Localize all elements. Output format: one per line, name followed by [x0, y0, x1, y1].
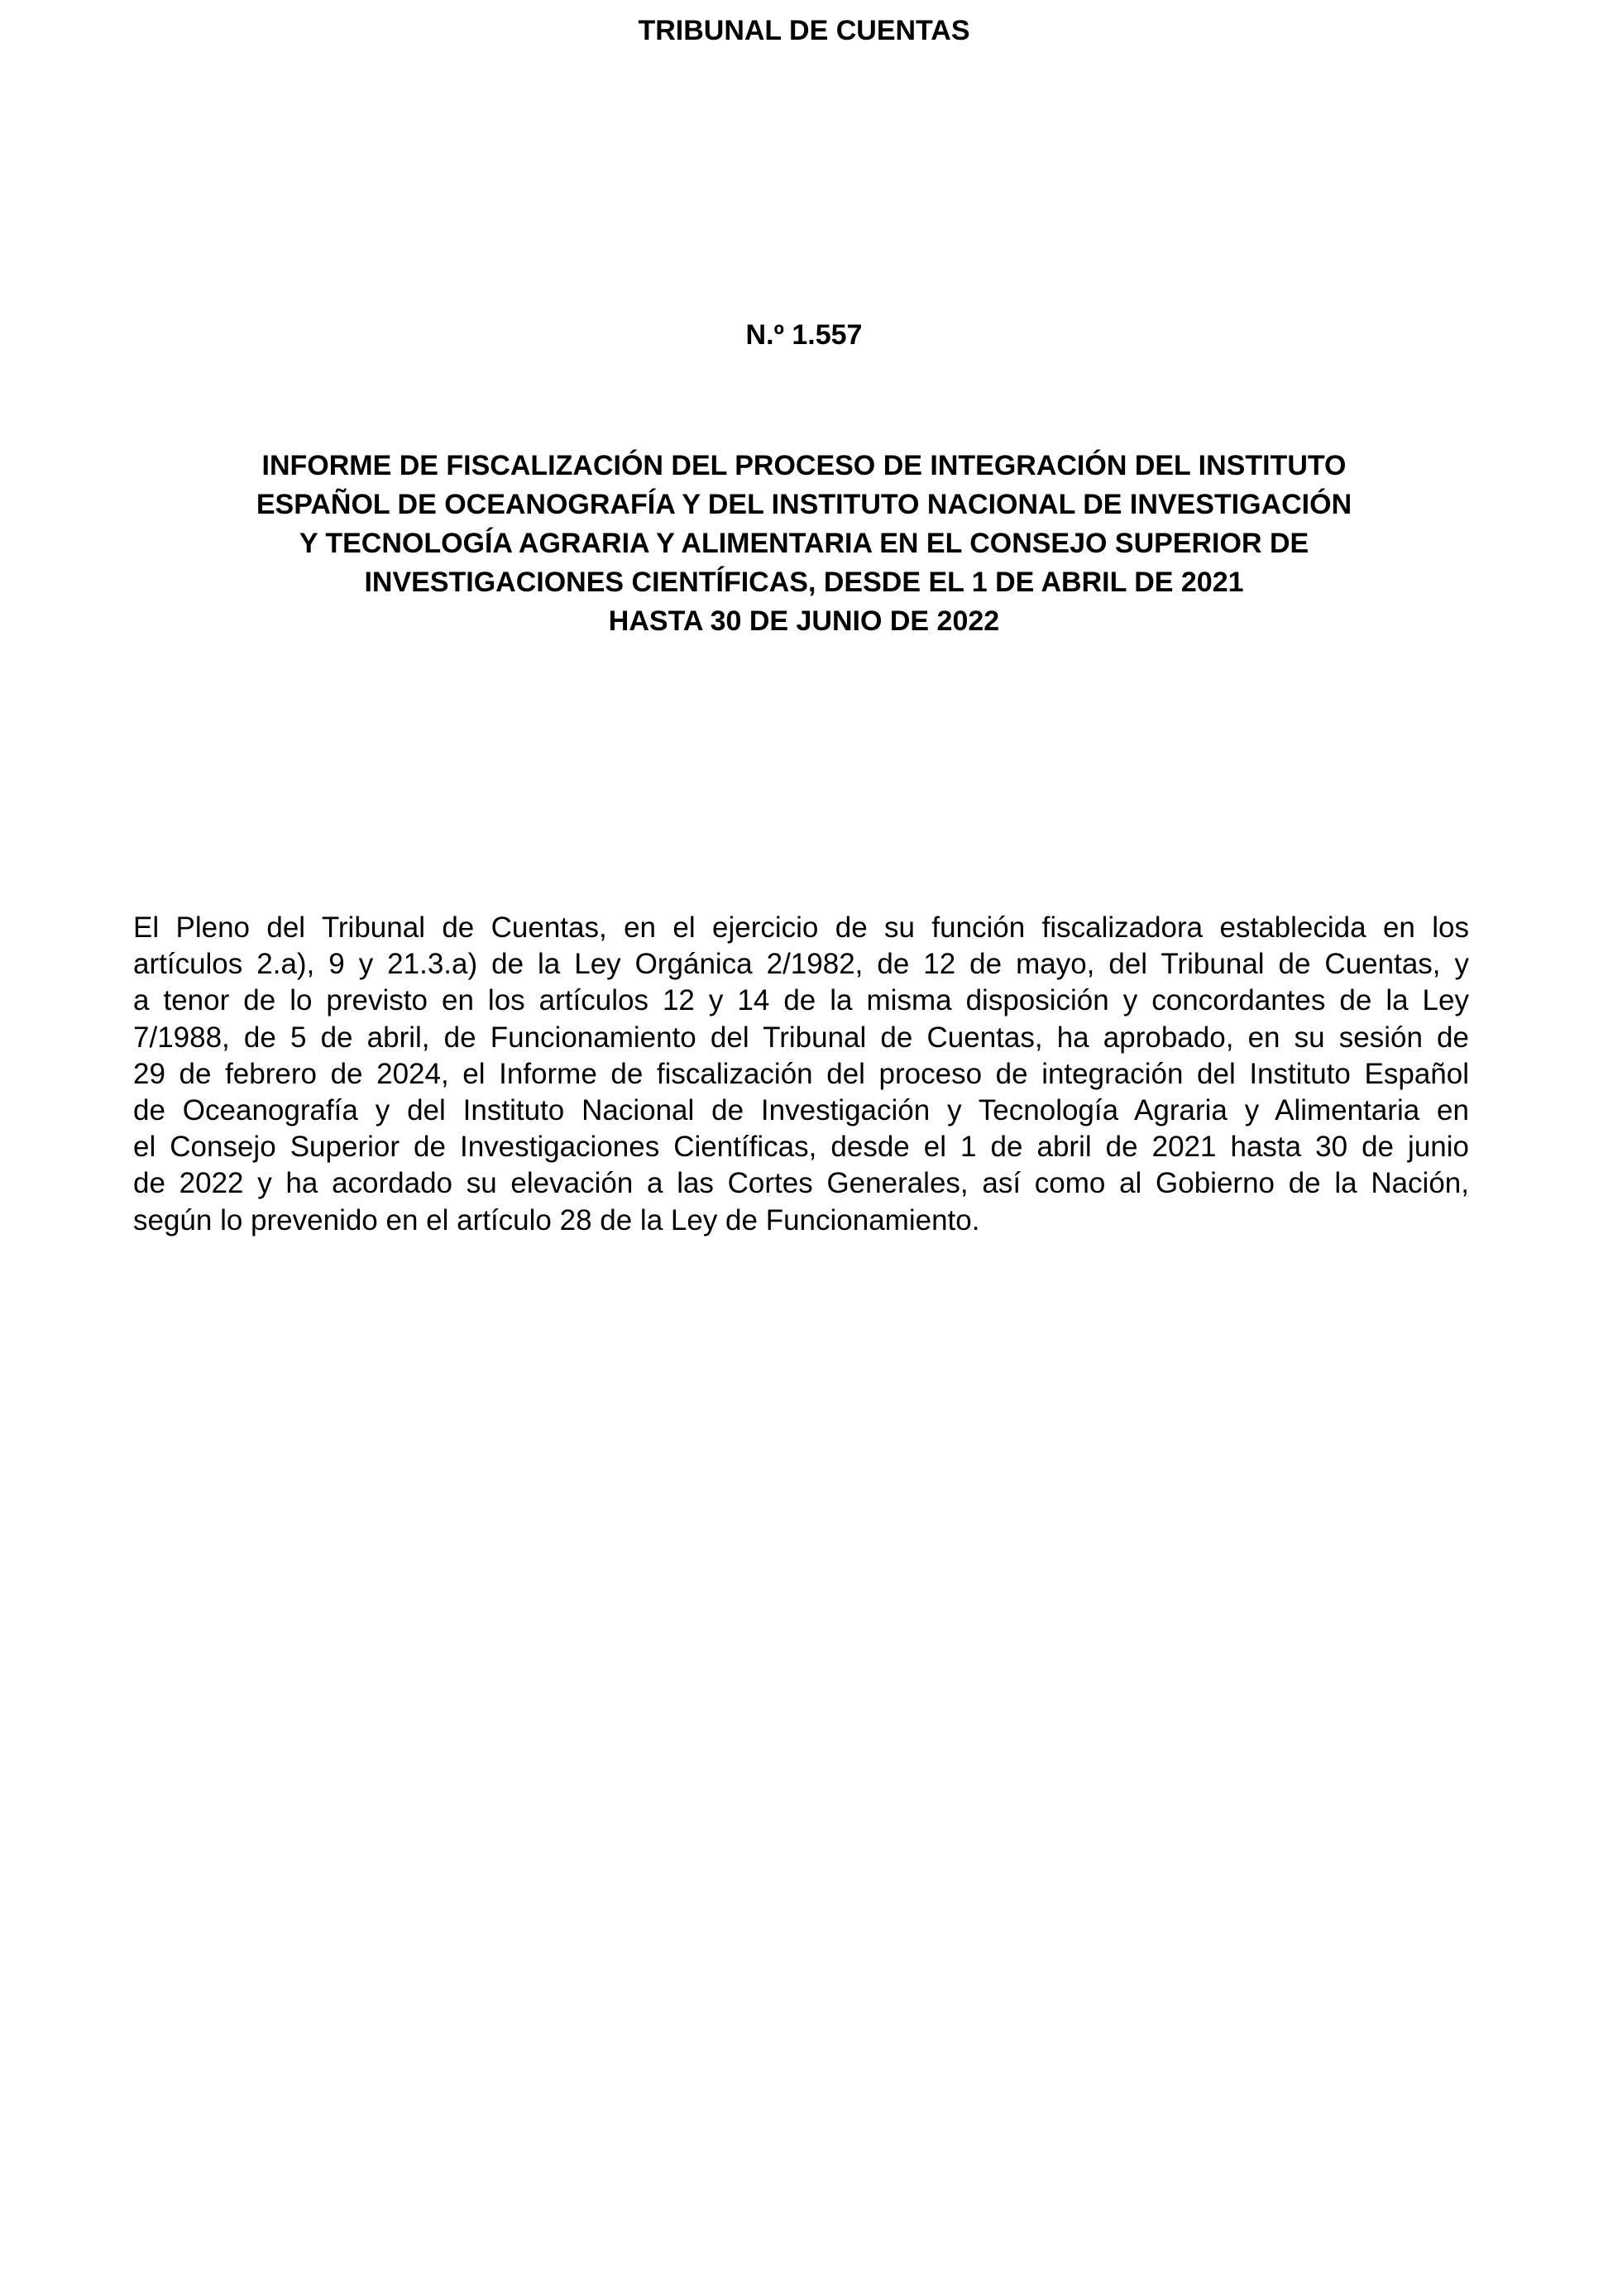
- title-line: Y TECNOLOGÍA AGRARIA Y ALIMENTARIA EN EL CONSEJO SUPERIOR DE: [299, 528, 1309, 559]
- body-line: 7/1988, de 5 de abril, de Funcionamiento del Tribunal de Cuentas, ha aprobado, en su sesión de: [133, 1021, 1469, 1054]
- body-line: según lo prevenido en el artículo 28 de la Ley de Funcionamiento.: [133, 1203, 980, 1236]
- title-line: INVESTIGACIONES CIENTÍFICAS, DESDE EL 1 DE ABRIL DE 2021: [364, 567, 1244, 598]
- report-number: N.º 1.557: [745, 319, 863, 351]
- body-line: de 2022 y ha acordado su elevación a las Cortes Generales, así como al Gobierno de la Nación,: [133, 1167, 1469, 1200]
- body-line: El Pleno del Tribunal de Cuentas, en el ejercicio de su función fiscalizadora establecida en los: [133, 911, 1469, 944]
- report-title: [165, 447, 1443, 641]
- body-line: 29 de febrero de 2024, el Informe de fiscalización del proceso de integración del Instituto Español: [133, 1057, 1469, 1090]
- title-line: INFORME DE FISCALIZACIÓN DEL PROCESO DE INTEGRACIÓN DEL INSTITUTO: [261, 450, 1347, 481]
- body-line: de Oceanografía y del Instituto Nacional de Investigación y Tecnología Agraria y Alimentaria en: [133, 1094, 1469, 1127]
- title-line: HASTA 30 DE JUNIO DE 2022: [608, 605, 1000, 637]
- body-line: el Consejo Superior de Investigaciones Científicas, desde el 1 de abril de 2021 hasta 30 de junio: [133, 1131, 1469, 1164]
- title-line: ESPAÑOL DE OCEANOGRAFÍA Y DEL INSTITUTO NACIONAL DE INVESTIGACIÓN: [256, 489, 1352, 520]
- page-header: TRIBUNAL DE CUENTAS: [638, 15, 970, 46]
- body-line: artículos 2.a), 9 y 21.3.a) de la Ley Orgánica 2/1982, de 12 de mayo, del Tribunal de Cuentas, y: [133, 948, 1469, 981]
- body-paragraph: [133, 910, 1469, 1239]
- body-line: a tenor de lo previsto en los artículos 12 y 14 de la misma disposición y concordantes de la Ley: [133, 984, 1469, 1017]
